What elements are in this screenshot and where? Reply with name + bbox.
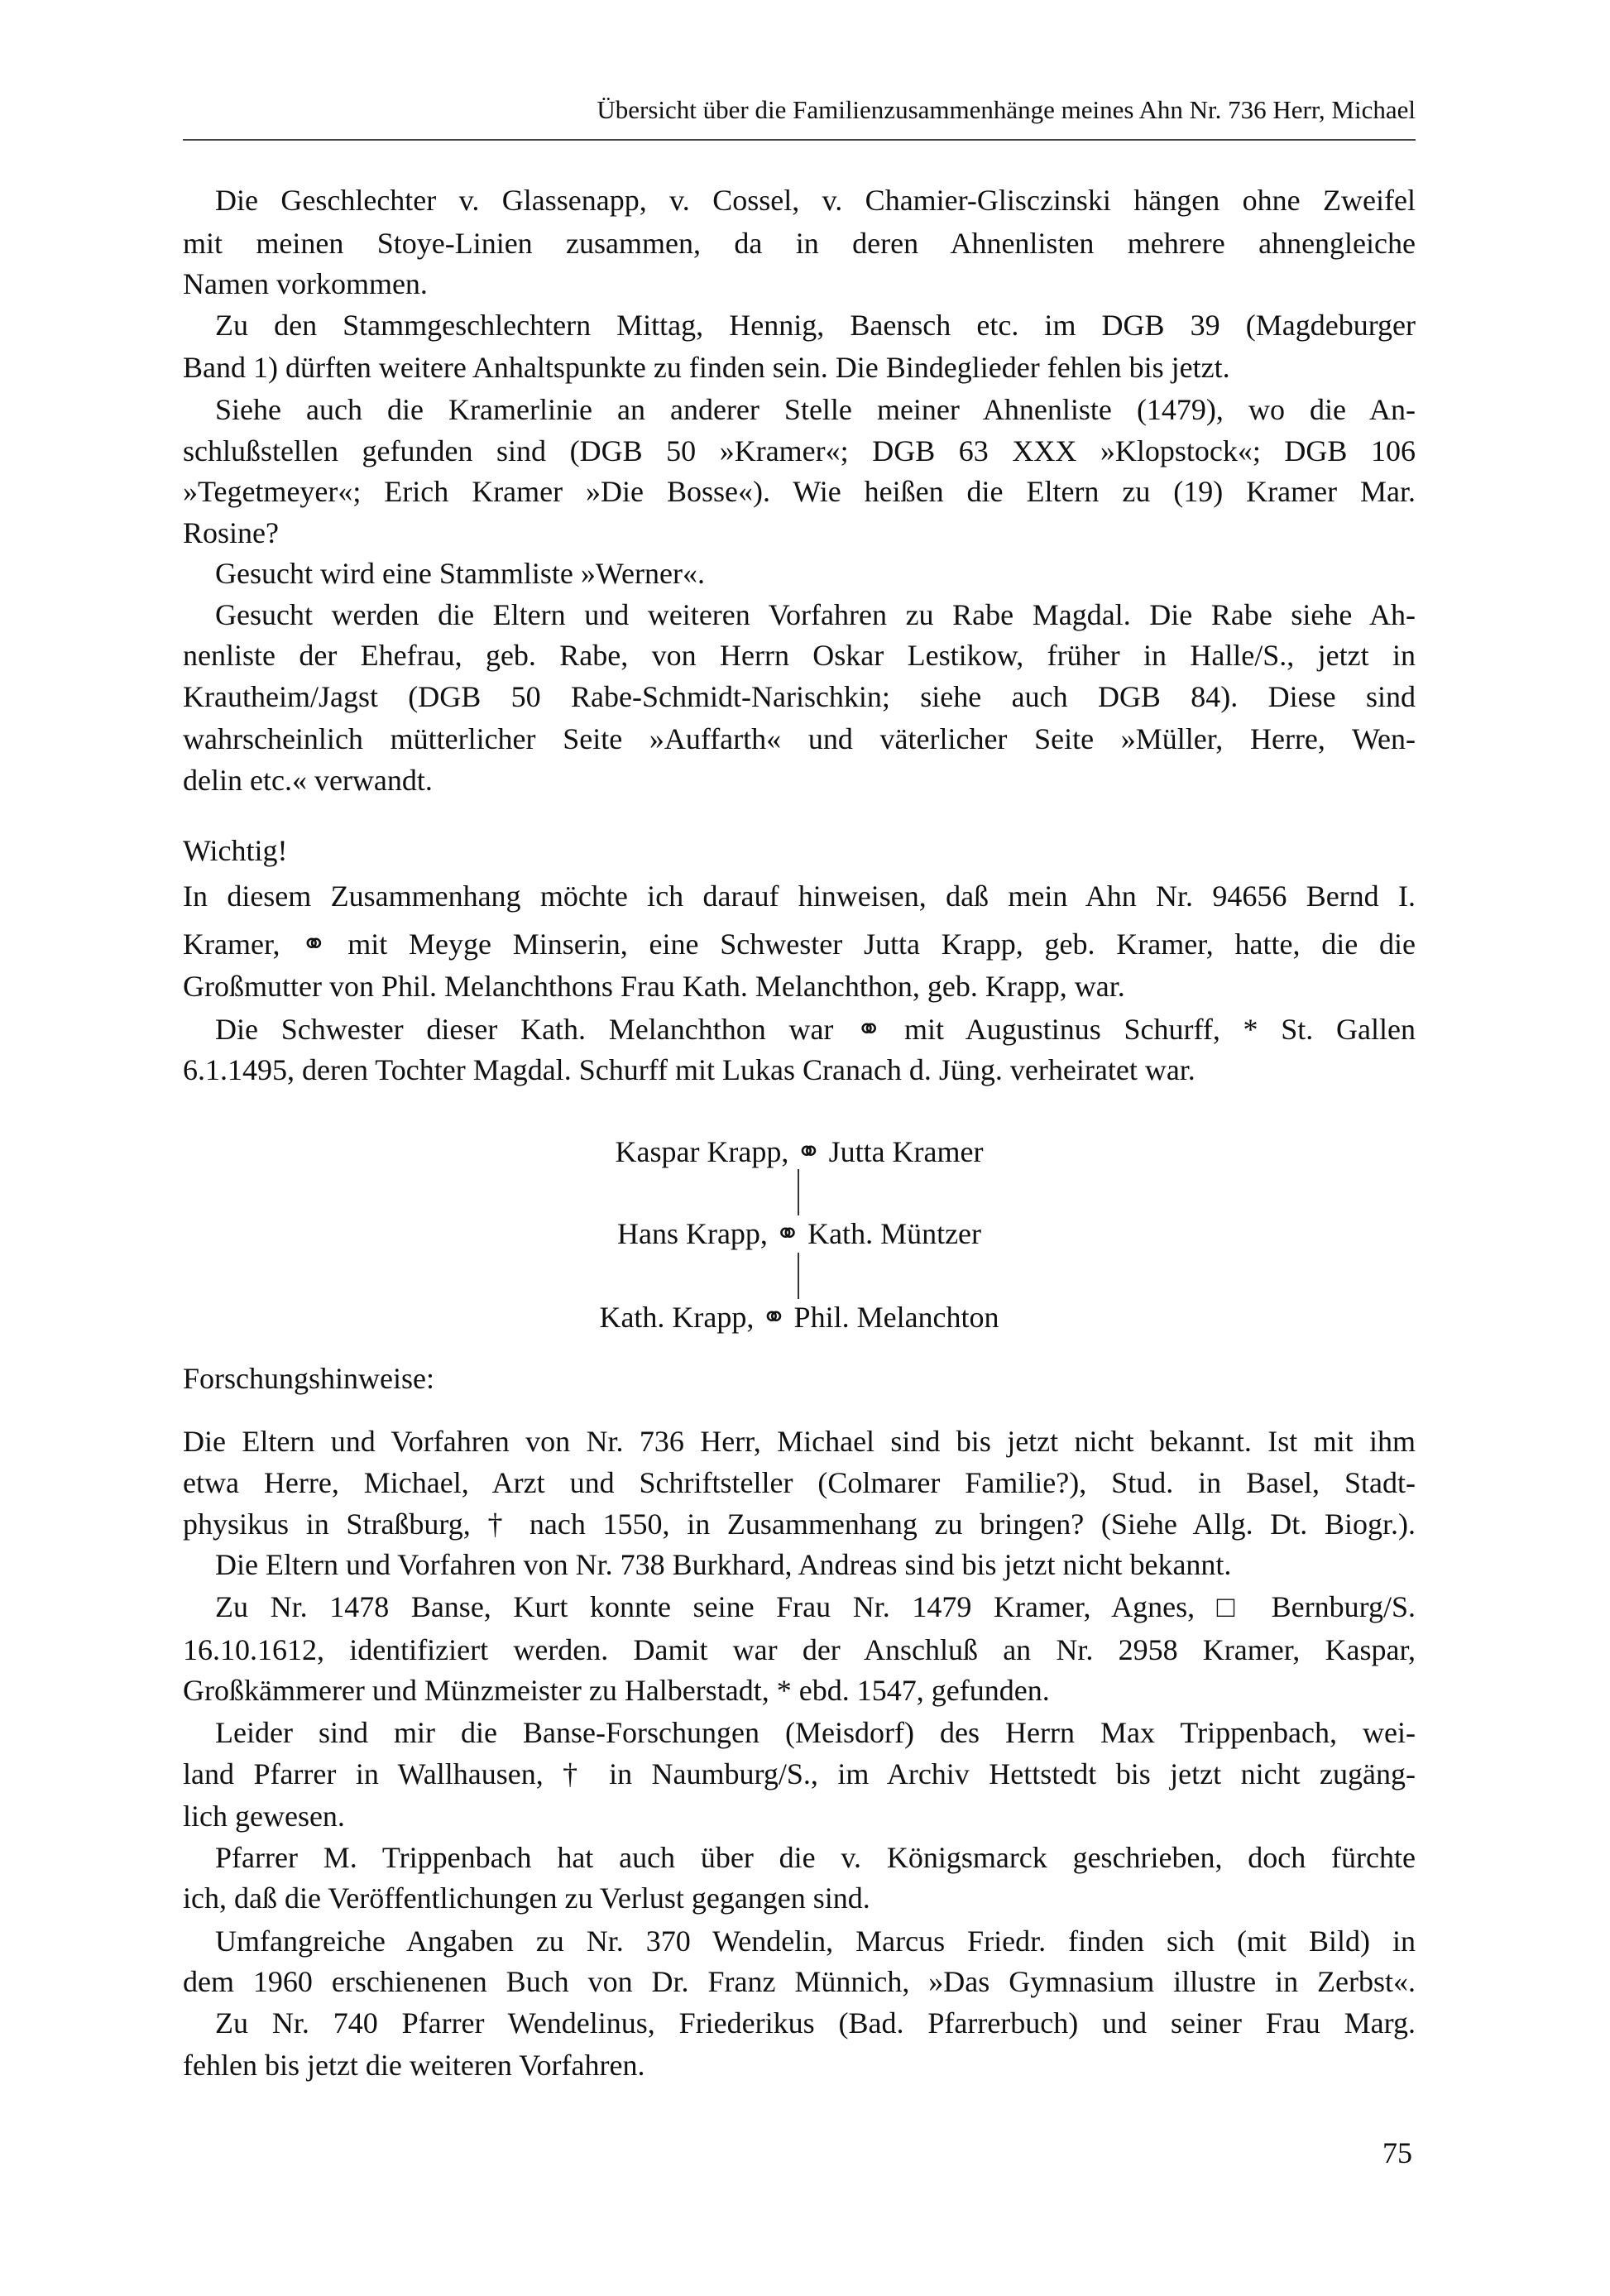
family-tree-connector [798,1169,799,1215]
running-header: Übersicht über die Familienzusammenhänge meines Ahn Nr. 736 Herr, Michael [597,95,1416,124]
paragraph-line: In diesem Zusammenhang möchte ich darauf hinweisen, daß mein Ahn Nr. 94656 Bernd I. [183,880,1416,913]
paragraph-line: Großkämmerer und Münzmeister zu Halberstadt, * ebd. 1547, gefunden. [183,1674,1050,1707]
paragraph-line: Umfangreiche Angaben zu Nr. 370 Wendelin, Marcus Friedr. finden sich (mit Bild) in [215,1925,1416,1958]
paragraph-line: Rosine? [183,516,279,549]
paragraph-line: physikus in Straßburg, † nach 1550, in Zusammenhang zu bringen? (Siehe Allg. Dt. Biogr.). [183,1507,1416,1541]
paragraph-line: Zu Nr. 740 Pfarrer Wendelinus, Friederikus (Bad. Pfarrerbuch) und seiner Frau Marg. [215,2006,1416,2040]
paragraph-line: Gesucht werden die Eltern und weiteren Vorfahren zu Rabe Magdal. Die Rabe siehe Ah- [215,598,1416,631]
paragraph-line: land Pfarrer in Wallhausen, † in Naumburg/S., im Archiv Hettstedt bis jetzt nicht zugäng- [183,1757,1416,1790]
section-heading-wichtig: Wichtig! [183,834,288,867]
paragraph-line: Siehe auch die Kramerlinie an anderer Stelle meiner Ahnenliste (1479), wo die An- [215,393,1416,426]
paragraph-line: Die Eltern und Vorfahren von Nr. 736 Herr, Michael sind bis jetzt nicht bekannt. Ist mit ihm [183,1425,1416,1458]
paragraph-line: Die Geschlechter v. Glassenapp, v. Cossel, v. Chamier-Glisczinski hängen ohne Zweifel [215,184,1416,217]
paragraph-line: Krautheim/Jagst (DGB 50 Rabe-Schmidt-Narischkin; siehe auch DGB 84). Diese sind [183,680,1416,713]
family-tree-node: Kath. Krapp, ⚭ Phil. Melanchton [599,1301,999,1334]
paragraph-line: Die Eltern und Vorfahren von Nr. 738 Burkhard, Andreas sind bis jetzt nicht bekannt. [215,1548,1232,1581]
paragraph-line: nenliste der Ehefrau, geb. Rabe, von Herrn Oskar Lestikow, früher in Halle/S., jetzt in [183,639,1416,672]
paragraph-line: Zu den Stammgeschlechtern Mittag, Hennig, Baensch etc. im DGB 39 (Magdeburger [215,309,1416,342]
paragraph-line: Zu Nr. 1478 Banse, Kurt konnte seine Frau Nr. 1479 Kramer, Agnes, □ Bernburg/S. [215,1590,1416,1623]
paragraph-line: fehlen bis jetzt die weiteren Vorfahren. [183,2049,645,2082]
paragraph-line: 6.1.1495, deren Tochter Magdal. Schurff mit Lukas Cranach d. Jüng. verheiratet war. [183,1053,1196,1086]
paragraph-line: Kramer, ⚭ mit Meyge Minserin, eine Schwester Jutta Krapp, geb. Kramer, hatte, die die [183,928,1416,961]
paragraph-line: Gesucht wird eine Stammliste »Werner«. [215,557,705,590]
paragraph-line: lich gewesen. [183,1800,345,1833]
paragraph-line: ich, daß die Veröffentlichungen zu Verlust gegangen sind. [183,1881,870,1915]
paragraph-line: etwa Herre, Michael, Arzt und Schriftsteller (Colmarer Familie?), Stud. in Basel, Stadt- [183,1466,1416,1499]
paragraph-line: 16.10.1612, identifiziert werden. Damit war der Anschluß an Nr. 2958 Kramer, Kaspar, [183,1633,1416,1666]
family-tree-node: Kaspar Krapp, ⚭ Jutta Kramer [615,1135,984,1168]
paragraph-line: Leider sind mir die Banse-Forschungen (Meisdorf) des Herrn Max Trippenbach, wei- [215,1716,1416,1749]
paragraph-line: Die Schwester dieser Kath. Melanchthon war ⚭ mit Augustinus Schurff, * St. Gallen [215,1013,1416,1046]
paragraph-line: Großmutter von Phil. Melanchthons Frau Kath. Melanchthon, geb. Krapp, war. [183,970,1125,1003]
header-rule [183,139,1416,141]
paragraph-line: wahrscheinlich mütterlicher Seite »Auffarth« und väterlicher Seite »Müller, Herre, Wen- [183,722,1416,755]
paragraph-line: »Tegetmeyer«; Erich Kramer »Die Bosse«). Wie heißen die Eltern zu (19) Kramer Mar. [183,475,1416,508]
section-heading-forschungshinweise: Forschungshinweise: [183,1362,434,1395]
paragraph-line: schlußstellen gefunden sind (DGB 50 »Kramer«; DGB 63 XXX »Klopstock«; DGB 106 [183,434,1416,467]
paragraph-line: mit meinen Stoye-Linien zusammen, da in deren Ahnenlisten mehrere ahnengleiche [183,227,1416,260]
paragraph-line: Pfarrer M. Trippenbach hat auch über die v. Königsmarck geschrieben, doch fürchte [215,1841,1416,1874]
paragraph-line: Namen vorkommen. [183,267,428,300]
page-number: 75 [1382,2136,1412,2169]
family-tree-node: Hans Krapp, ⚭ Kath. Müntzer [616,1217,982,1250]
paragraph-line: delin etc.« verwandt. [183,764,433,797]
paragraph-line: dem 1960 erschienenen Buch von Dr. Franz Münnich, »Das Gymnasium illustre in Zerbst«. [183,1965,1416,1998]
family-tree-connector [798,1253,799,1299]
paragraph-line: Band 1) dürften weitere Anhaltspunkte zu finden sein. Die Bindeglieder fehlen bis jetzt. [183,351,1230,384]
